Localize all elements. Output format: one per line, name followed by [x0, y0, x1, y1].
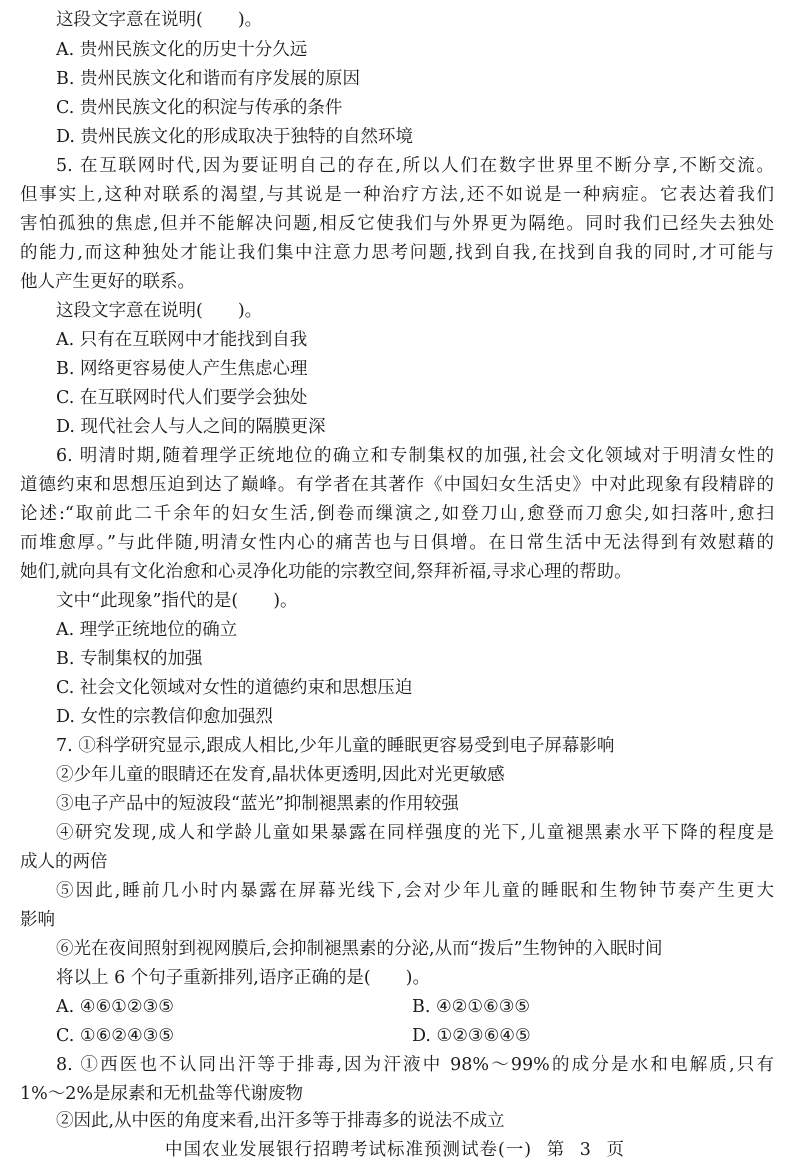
q7-sentence-1: 7. ①科学研究显示,跟成人相比,少年儿童的睡眠更容易受到电子屏幕影响	[56, 736, 615, 756]
q5-prompt: 这段文字意在说明( )。	[56, 301, 263, 321]
q4-option-b: B. 贵州民族文化和谐而有序发展的原因	[56, 69, 360, 89]
q8-sentence-1: 8. ①西医也不认同出汗等于排毒,因为汗液中 98%～99%的成分是水和电解质,只有	[56, 1055, 774, 1075]
q6-prompt: 文中“此现象”指代的是( )。	[56, 591, 298, 611]
q6-passage-line: 而堆愈厚。”与此伴随,明清女性内心的痛苦也与日俱增。在日常生活中无法得到有效慰藉的	[20, 533, 774, 553]
q6-option-c: C. 社会文化领域对女性的道德约束和思想压迫	[56, 678, 413, 698]
q7-sentence-4: ④研究发现,成人和学龄儿童如果暴露在同样强度的光下,儿童褪黑素水平下降的程度是	[56, 823, 774, 843]
q8-sentence-2: ②因此,从中医的角度来看,出汗多等于排毒多的说法不成立	[56, 1111, 505, 1131]
q6-passage-line: 论述:“取前此二千余年的妇女生活,倒卷而缫演之,如登刀山,愈登而刀愈尖,如扫落叶,愈扫	[20, 504, 774, 524]
q4-option-d: D. 贵州民族文化的形成取决于独特的自然环境	[56, 127, 414, 147]
q5-passage-line: 害怕孤独的焦虑,但并不能解决问题,相反它使我们与外界更为隔绝。同时我们已经失去独处	[20, 214, 774, 234]
q5-option-c: C. 在互联网时代人们要学会独处	[56, 388, 308, 408]
footer-title: 中国农业发展银行招聘考试标准预测试卷(一)	[164, 1140, 533, 1160]
q7-sentence-3: ③电子产品中的短波段“蓝光”抑制褪黑素的作用较强	[56, 794, 459, 814]
q7-option-d: D. ①②③⑥④⑤	[412, 1026, 531, 1046]
q5-option-d: D. 现代社会人与人之间的隔膜更深	[56, 417, 326, 437]
page-footer	[0, 1136, 790, 1161]
q7-sentence-5-cont: 影响	[20, 910, 55, 930]
q5-passage-line: 的能力,而这种独处才能让我们集中注意力思考问题,找到自我,在找到自我的同时,才可能与	[20, 243, 774, 263]
q5-passage-line: 但事实上,这种对联系的渴望,与其说是一种治疗方法,还不如说是一种病症。它表达着我们	[20, 185, 774, 205]
q5-option-a: A. 只有在互联网中才能找到自我	[56, 330, 308, 350]
q5-passage-line: 5. 在互联网时代,因为要证明自己的存在,所以人们在数字世界里不断分享,不断交流。	[56, 156, 774, 176]
q6-option-a: A. 理学正统地位的确立	[56, 620, 238, 640]
q4-option-a: A. 贵州民族文化的历史十分久远	[56, 40, 308, 60]
q7-prompt: 将以上 6 个句子重新排列,语序正确的是( )。	[56, 968, 430, 988]
footer-page-suffix: 页	[606, 1140, 626, 1160]
q6-option-b: B. 专制集权的加强	[56, 649, 203, 669]
q7-option-b: B. ④②①⑥③⑤	[412, 997, 531, 1017]
q7-sentence-6: ⑥光在夜间照射到视网膜后,会抑制褪黑素的分泌,从而“拨后”生物钟的入眠时间	[56, 939, 663, 959]
q5-passage-line: 他人产生更好的联系。	[20, 272, 195, 292]
q6-option-d: D. 女性的宗教信仰愈加强烈	[56, 707, 274, 727]
q7-option-c: C. ①⑥②④③⑤	[56, 1026, 175, 1046]
page-number: 3	[579, 1140, 592, 1160]
q7-sentence-2: ②少年儿童的眼睛还在发育,晶状体更透明,因此对光更敏感	[56, 765, 505, 785]
q7-sentence-5: ⑤因此,睡前几小时内暴露在屏幕光线下,会对少年儿童的睡眠和生物钟节奏产生更大	[56, 881, 774, 901]
q4-option-c: C. 贵州民族文化的积淀与传承的条件	[56, 98, 343, 118]
q8-sentence-1-cont: 1%～2%是尿素和无机盐等代谢废物	[20, 1084, 304, 1104]
q6-passage-line: 道德约束和思想压迫到达了巅峰。有学者在其著作《中国妇女生活史》中对此现象有段精辟的	[20, 475, 774, 495]
q6-passage-line: 6. 明清时期,随着理学正统地位的确立和专制集权的加强,社会文化领域对于明清女性的	[56, 446, 774, 466]
q6-passage-line: 她们,就向具有文化治愈和心灵净化功能的宗教空间,祭拜祈福,寻求心理的帮助。	[20, 562, 632, 582]
q4-prompt: 这段文字意在说明( )。	[56, 10, 263, 30]
q7-sentence-4-cont: 成人的两倍	[20, 852, 108, 872]
q7-option-a: A. ④⑥①②③⑤	[56, 997, 174, 1017]
q5-option-b: B. 网络更容易使人产生焦虑心理	[56, 359, 308, 379]
footer-page-prefix: 第	[546, 1140, 566, 1160]
